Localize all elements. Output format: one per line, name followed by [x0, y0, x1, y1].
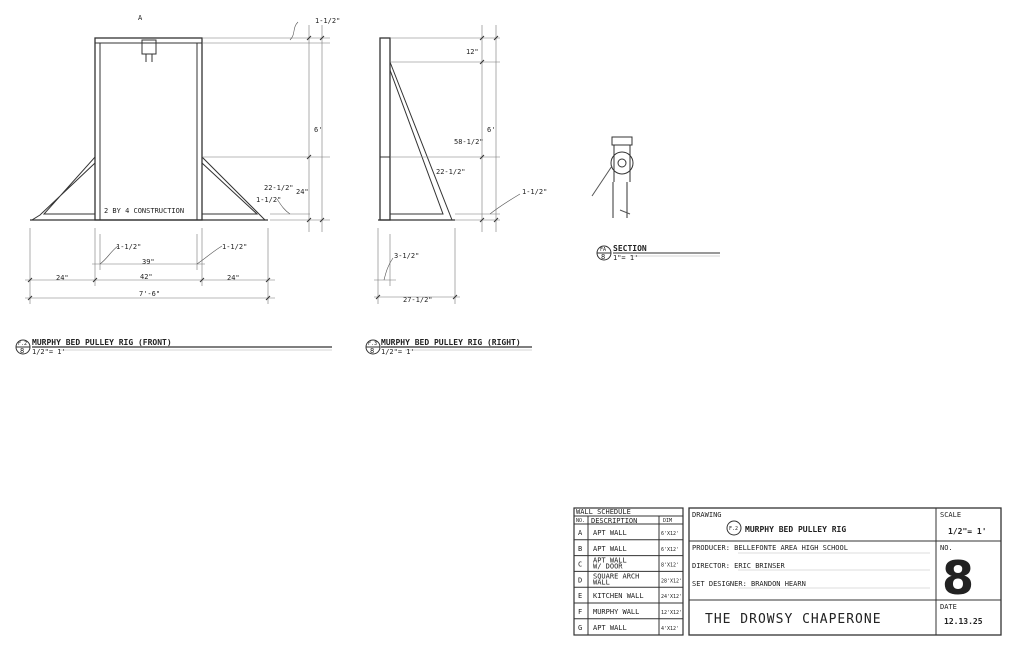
- right-dim-height: 6': [487, 126, 496, 134]
- schedule-row-desc: APT WALL: [593, 529, 627, 537]
- front-dim-inner: 39": [142, 258, 155, 266]
- schedule-row-desc: SQUARE ARCH: [593, 572, 640, 581]
- schedule-row-no: C: [578, 560, 583, 569]
- schedule-row-no: B: [578, 544, 583, 553]
- schedule-row-desc-2: WALL: [593, 578, 610, 587]
- sheet-no-label: NO.: [940, 544, 953, 552]
- section-ref-top: FA: [600, 247, 607, 253]
- right-dim-base: 1-1/2": [522, 188, 548, 196]
- section-view: [592, 137, 633, 218]
- front-view-labels: [56, 14, 340, 298]
- front-dim-top: 1-1/2": [315, 17, 341, 25]
- front-title: [16, 338, 332, 356]
- schedule-row-dim: 12'X12': [661, 610, 683, 616]
- date-label: DATE: [940, 603, 957, 611]
- front-dim-overall: 7'-6": [139, 290, 161, 298]
- right-dim-mid: 58-1/2": [454, 138, 484, 146]
- sheet-number: 8: [942, 551, 975, 605]
- section-scale: 1"= 1': [613, 254, 639, 262]
- schedule-row-dim: 24'X12': [661, 594, 683, 601]
- show-title: THE DROWSY CHAPERONE: [705, 612, 882, 627]
- front-dim-stile-right: 1-1/2": [222, 243, 248, 251]
- front-dim-stile-left: 1-1/2": [116, 243, 142, 251]
- front-dim-base: 1-1/2": [256, 196, 282, 204]
- drawing-name: MURPHY BED PULLEY RIG: [745, 525, 847, 534]
- front-title-text: MURPHY BED PULLEY RIG (FRONT): [32, 338, 172, 347]
- schedule-header-no: NO.: [576, 518, 586, 524]
- producer: PRODUCER: BELLEFONTE AREA HIGH SCHOOL: [692, 544, 848, 552]
- front-dim-brace-left: 24": [56, 274, 69, 282]
- schedule-row-no: E: [578, 592, 583, 601]
- front-dim-leg-b: 24": [296, 188, 309, 196]
- schedule-row-desc: APT WALL: [593, 544, 627, 553]
- schedule-row-no: A: [578, 529, 583, 537]
- drawing-label: DRAWING: [692, 511, 722, 519]
- front-view: [25, 22, 330, 304]
- right-view: [374, 25, 520, 304]
- right-title-text: MURPHY BED PULLEY RIG (RIGHT): [381, 338, 521, 347]
- right-dim-depth: 27-1/2": [403, 296, 433, 304]
- schedule-row-dim: 6'X12': [661, 531, 680, 537]
- front-note: 2 BY 4 CONSTRUCTION: [104, 207, 185, 215]
- front-scale: 1/2"= 1': [32, 348, 66, 356]
- schedule-row-dim: 6'X12': [661, 546, 680, 553]
- section-title-text: SECTION: [613, 244, 647, 253]
- right-title: [366, 338, 532, 356]
- right-ref-top: F.3: [368, 341, 378, 347]
- section-title: [597, 244, 720, 262]
- schedule-header-dim: DIM: [663, 518, 673, 524]
- set-designer: SET DESIGNER: BRANDON HEARN: [692, 580, 806, 588]
- schedule-row-desc: APT WALL: [593, 556, 627, 565]
- schedule-row-desc: APT WALL: [593, 623, 627, 632]
- schedule-title: WALL SCHEDULE: [576, 508, 631, 516]
- front-dim-height: 6': [314, 126, 323, 134]
- scale-value: 1/2"= 1': [948, 527, 987, 536]
- right-scale: 1/2"= 1': [381, 348, 415, 356]
- title-block-text: [692, 511, 987, 627]
- schedule-row-desc-2: W/ DOOR: [593, 562, 623, 571]
- schedule-row-desc: KITCHEN WALL: [593, 592, 644, 601]
- schedule-row-dim: 4'X12': [661, 625, 680, 632]
- front-ref-bottom: 8: [20, 347, 25, 355]
- front-dim-brace-right: 24": [227, 274, 240, 282]
- director: DIRECTOR: ERIC BRINSER: [692, 562, 785, 570]
- right-dim-top: 12": [466, 48, 479, 56]
- right-view-labels: [394, 48, 547, 304]
- schedule-row-dim: 28'X12': [661, 578, 683, 585]
- front-marker: A: [138, 14, 143, 22]
- date-value: 12.13.25: [944, 617, 983, 626]
- section-ref-bottom: 8: [601, 253, 606, 261]
- schedule-header-desc: DESCRIPTION: [591, 517, 638, 525]
- schedule-rows: [574, 529, 683, 632]
- schedule-row-no: D: [578, 576, 583, 585]
- schedule-row-dim: 8'X12': [661, 562, 680, 569]
- schedule-row-desc: MURPHY WALL: [593, 608, 640, 616]
- front-dim-leg-a: 22-1/2": [264, 184, 294, 192]
- wall-schedule: [574, 508, 683, 635]
- right-ref-bottom: 8: [370, 347, 375, 355]
- front-dim-outer: 42": [140, 273, 153, 281]
- schedule-row-no: F: [578, 608, 583, 616]
- scale-label: SCALE: [940, 511, 962, 519]
- right-dim-post: 3-1/2": [394, 252, 420, 260]
- drawing-ref: F.2: [729, 526, 739, 532]
- schedule-row-no: G: [578, 623, 583, 632]
- right-dim-lower: 22-1/2": [436, 168, 466, 176]
- front-ref-top: F.2: [18, 341, 28, 347]
